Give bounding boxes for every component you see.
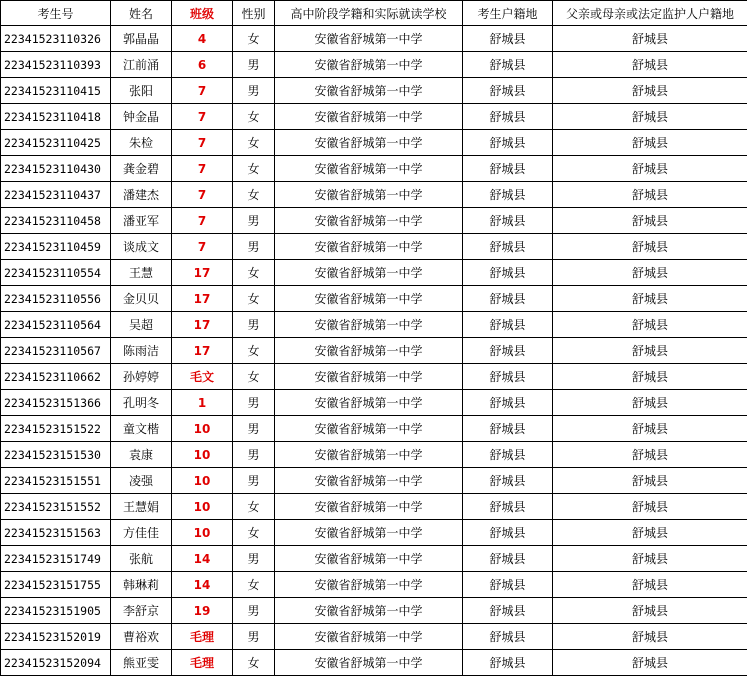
class-cell: 6 xyxy=(172,52,233,78)
guardian-household-cell: 舒城县 xyxy=(553,390,747,416)
gender-cell: 女 xyxy=(233,494,275,520)
table-row xyxy=(1,390,747,416)
school-cell: 安徽省舒城第一中学 xyxy=(275,338,463,364)
name-cell: 韩琳莉 xyxy=(111,572,172,598)
guardian-household-cell: 舒城县 xyxy=(553,520,747,546)
table-row xyxy=(1,598,747,624)
gender-cell: 男 xyxy=(233,416,275,442)
class-cell: 10 xyxy=(172,416,233,442)
class-cell: 7 xyxy=(172,208,233,234)
gender-cell: 女 xyxy=(233,104,275,130)
school-cell: 安徽省舒城第一中学 xyxy=(275,156,463,182)
gender-cell: 男 xyxy=(233,52,275,78)
class-cell: 7 xyxy=(172,78,233,104)
table-row xyxy=(1,52,747,78)
school-cell: 安徽省舒城第一中学 xyxy=(275,130,463,156)
class-cell: 4 xyxy=(172,26,233,52)
household-cell: 舒城县 xyxy=(463,416,553,442)
name-cell: 陈雨洁 xyxy=(111,338,172,364)
exam-id-cell: 22341523151522 xyxy=(1,416,111,442)
guardian-household-cell: 舒城县 xyxy=(553,286,747,312)
name-cell: 王慧娟 xyxy=(111,494,172,520)
class-cell: 1 xyxy=(172,390,233,416)
exam-id-cell: 22341523151755 xyxy=(1,572,111,598)
name-cell: 郭晶晶 xyxy=(111,26,172,52)
gender-cell: 女 xyxy=(233,338,275,364)
table-row xyxy=(1,624,747,650)
household-cell: 舒城县 xyxy=(463,208,553,234)
class-cell: 14 xyxy=(172,572,233,598)
name-cell: 钟金晶 xyxy=(111,104,172,130)
name-cell: 方佳佳 xyxy=(111,520,172,546)
gender-cell: 女 xyxy=(233,520,275,546)
class-cell: 10 xyxy=(172,520,233,546)
table-row xyxy=(1,312,747,338)
name-cell: 潘亚军 xyxy=(111,208,172,234)
gender-cell: 女 xyxy=(233,182,275,208)
school-cell: 安徽省舒城第一中学 xyxy=(275,286,463,312)
table-row xyxy=(1,494,747,520)
gender-cell: 男 xyxy=(233,624,275,650)
guardian-household-cell: 舒城县 xyxy=(553,598,747,624)
exam-id-cell: 22341523110554 xyxy=(1,260,111,286)
exam-id-cell: 22341523110430 xyxy=(1,156,111,182)
household-cell: 舒城县 xyxy=(463,52,553,78)
guardian-household-cell: 舒城县 xyxy=(553,156,747,182)
guardian-household-cell: 舒城县 xyxy=(553,442,747,468)
household-cell: 舒城县 xyxy=(463,312,553,338)
household-cell: 舒城县 xyxy=(463,234,553,260)
exam-id-cell: 22341523151905 xyxy=(1,598,111,624)
guardian-household-cell: 舒城县 xyxy=(553,26,747,52)
exam-id-cell: 22341523110437 xyxy=(1,182,111,208)
table-row xyxy=(1,442,747,468)
table-row xyxy=(1,234,747,260)
table-row xyxy=(1,286,747,312)
table-row xyxy=(1,104,747,130)
gender-cell: 女 xyxy=(233,156,275,182)
exam-id-cell: 22341523110415 xyxy=(1,78,111,104)
gender-cell: 男 xyxy=(233,546,275,572)
school-cell: 安徽省舒城第一中学 xyxy=(275,52,463,78)
table-row xyxy=(1,572,747,598)
name-cell: 谈成文 xyxy=(111,234,172,260)
guardian-household-cell: 舒城县 xyxy=(553,52,747,78)
table-row xyxy=(1,650,747,676)
name-cell: 江前涌 xyxy=(111,52,172,78)
household-cell: 舒城县 xyxy=(463,546,553,572)
header-guardian-household: 父亲或母亲或法定监护人户籍地 xyxy=(553,1,747,26)
school-cell: 安徽省舒城第一中学 xyxy=(275,182,463,208)
header-row xyxy=(1,1,747,26)
school-cell: 安徽省舒城第一中学 xyxy=(275,78,463,104)
guardian-household-cell: 舒城县 xyxy=(553,312,747,338)
header-school: 高中阶段学籍和实际就读学校 xyxy=(275,1,463,26)
guardian-household-cell: 舒城县 xyxy=(553,104,747,130)
guardian-household-cell: 舒城县 xyxy=(553,494,747,520)
school-cell: 安徽省舒城第一中学 xyxy=(275,520,463,546)
exam-id-cell: 22341523152094 xyxy=(1,650,111,676)
school-cell: 安徽省舒城第一中学 xyxy=(275,624,463,650)
name-cell: 张阳 xyxy=(111,78,172,104)
name-cell: 孔明冬 xyxy=(111,390,172,416)
table-row xyxy=(1,468,747,494)
household-cell: 舒城县 xyxy=(463,338,553,364)
table-row xyxy=(1,156,747,182)
household-cell: 舒城县 xyxy=(463,260,553,286)
name-cell: 曹裕欢 xyxy=(111,624,172,650)
school-cell: 安徽省舒城第一中学 xyxy=(275,234,463,260)
table-row xyxy=(1,130,747,156)
gender-cell: 男 xyxy=(233,468,275,494)
table-body xyxy=(1,26,747,676)
household-cell: 舒城县 xyxy=(463,624,553,650)
guardian-household-cell: 舒城县 xyxy=(553,78,747,104)
guardian-household-cell: 舒城县 xyxy=(553,130,747,156)
school-cell: 安徽省舒城第一中学 xyxy=(275,208,463,234)
table-row xyxy=(1,208,747,234)
table-row xyxy=(1,338,747,364)
guardian-household-cell: 舒城县 xyxy=(553,468,747,494)
school-cell: 安徽省舒城第一中学 xyxy=(275,104,463,130)
table-row xyxy=(1,520,747,546)
school-cell: 安徽省舒城第一中学 xyxy=(275,650,463,676)
household-cell: 舒城县 xyxy=(463,442,553,468)
table-row xyxy=(1,26,747,52)
name-cell: 潘建杰 xyxy=(111,182,172,208)
gender-cell: 女 xyxy=(233,286,275,312)
class-cell: 19 xyxy=(172,598,233,624)
gender-cell: 男 xyxy=(233,208,275,234)
school-cell: 安徽省舒城第一中学 xyxy=(275,468,463,494)
guardian-household-cell: 舒城县 xyxy=(553,572,747,598)
header-gender: 性别 xyxy=(233,1,275,26)
header-name: 姓名 xyxy=(111,1,172,26)
household-cell: 舒城县 xyxy=(463,390,553,416)
name-cell: 吴超 xyxy=(111,312,172,338)
exam-id-cell: 22341523152019 xyxy=(1,624,111,650)
name-cell: 王慧 xyxy=(111,260,172,286)
household-cell: 舒城县 xyxy=(463,468,553,494)
school-cell: 安徽省舒城第一中学 xyxy=(275,416,463,442)
household-cell: 舒城县 xyxy=(463,572,553,598)
household-cell: 舒城县 xyxy=(463,598,553,624)
guardian-household-cell: 舒城县 xyxy=(553,338,747,364)
guardian-household-cell: 舒城县 xyxy=(553,182,747,208)
gender-cell: 女 xyxy=(233,364,275,390)
name-cell: 金贝贝 xyxy=(111,286,172,312)
class-cell: 7 xyxy=(172,182,233,208)
class-cell: 7 xyxy=(172,234,233,260)
exam-id-cell: 22341523151366 xyxy=(1,390,111,416)
gender-cell: 女 xyxy=(233,26,275,52)
household-cell: 舒城县 xyxy=(463,286,553,312)
gender-cell: 男 xyxy=(233,234,275,260)
household-cell: 舒城县 xyxy=(463,156,553,182)
name-cell: 童文楷 xyxy=(111,416,172,442)
header-household: 考生户籍地 xyxy=(463,1,553,26)
gender-cell: 男 xyxy=(233,78,275,104)
gender-cell: 男 xyxy=(233,442,275,468)
name-cell: 凌强 xyxy=(111,468,172,494)
guardian-household-cell: 舒城县 xyxy=(553,546,747,572)
class-cell: 7 xyxy=(172,156,233,182)
name-cell: 李舒京 xyxy=(111,598,172,624)
guardian-household-cell: 舒城县 xyxy=(553,260,747,286)
guardian-household-cell: 舒城县 xyxy=(553,364,747,390)
name-cell: 孙婷婷 xyxy=(111,364,172,390)
school-cell: 安徽省舒城第一中学 xyxy=(275,364,463,390)
school-cell: 安徽省舒城第一中学 xyxy=(275,572,463,598)
exam-id-cell: 22341523110564 xyxy=(1,312,111,338)
class-cell: 10 xyxy=(172,494,233,520)
exam-id-cell: 22341523110567 xyxy=(1,338,111,364)
table-row xyxy=(1,416,747,442)
name-cell: 龚金碧 xyxy=(111,156,172,182)
name-cell: 张航 xyxy=(111,546,172,572)
table-row xyxy=(1,78,747,104)
school-cell: 安徽省舒城第一中学 xyxy=(275,26,463,52)
household-cell: 舒城县 xyxy=(463,104,553,130)
household-cell: 舒城县 xyxy=(463,78,553,104)
guardian-household-cell: 舒城县 xyxy=(553,650,747,676)
gender-cell: 女 xyxy=(233,260,275,286)
household-cell: 舒城县 xyxy=(463,26,553,52)
household-cell: 舒城县 xyxy=(463,494,553,520)
gender-cell: 女 xyxy=(233,572,275,598)
gender-cell: 男 xyxy=(233,390,275,416)
school-cell: 安徽省舒城第一中学 xyxy=(275,598,463,624)
table-row xyxy=(1,364,747,390)
class-cell: 17 xyxy=(172,338,233,364)
name-cell: 袁康 xyxy=(111,442,172,468)
exam-id-cell: 22341523110458 xyxy=(1,208,111,234)
gender-cell: 女 xyxy=(233,130,275,156)
school-cell: 安徽省舒城第一中学 xyxy=(275,442,463,468)
school-cell: 安徽省舒城第一中学 xyxy=(275,546,463,572)
exam-id-cell: 22341523151563 xyxy=(1,520,111,546)
name-cell: 朱检 xyxy=(111,130,172,156)
class-cell: 毛理 xyxy=(172,650,233,676)
class-cell: 毛文 xyxy=(172,364,233,390)
exam-id-cell: 22341523151530 xyxy=(1,442,111,468)
household-cell: 舒城县 xyxy=(463,650,553,676)
class-cell: 17 xyxy=(172,260,233,286)
school-cell: 安徽省舒城第一中学 xyxy=(275,260,463,286)
class-cell: 7 xyxy=(172,104,233,130)
guardian-household-cell: 舒城县 xyxy=(553,234,747,260)
name-cell: 熊亚雯 xyxy=(111,650,172,676)
gender-cell: 女 xyxy=(233,650,275,676)
school-cell: 安徽省舒城第一中学 xyxy=(275,312,463,338)
household-cell: 舒城县 xyxy=(463,182,553,208)
school-cell: 安徽省舒城第一中学 xyxy=(275,390,463,416)
header-class: 班级 xyxy=(172,1,233,26)
exam-id-cell: 22341523110425 xyxy=(1,130,111,156)
table-row xyxy=(1,260,747,286)
exam-id-cell: 22341523151551 xyxy=(1,468,111,494)
school-cell: 安徽省舒城第一中学 xyxy=(275,494,463,520)
header-exam-id: 考生号 xyxy=(1,1,111,26)
exam-id-cell: 22341523151749 xyxy=(1,546,111,572)
guardian-household-cell: 舒城县 xyxy=(553,624,747,650)
class-cell: 10 xyxy=(172,468,233,494)
class-cell: 17 xyxy=(172,286,233,312)
gender-cell: 男 xyxy=(233,598,275,624)
household-cell: 舒城县 xyxy=(463,520,553,546)
exam-id-cell: 22341523110418 xyxy=(1,104,111,130)
household-cell: 舒城县 xyxy=(463,130,553,156)
class-cell: 17 xyxy=(172,312,233,338)
class-cell: 7 xyxy=(172,130,233,156)
exam-id-cell: 22341523110662 xyxy=(1,364,111,390)
gender-cell: 男 xyxy=(233,312,275,338)
guardian-household-cell: 舒城县 xyxy=(553,416,747,442)
class-cell: 10 xyxy=(172,442,233,468)
class-cell: 毛理 xyxy=(172,624,233,650)
household-cell: 舒城县 xyxy=(463,364,553,390)
exam-id-cell: 22341523110459 xyxy=(1,234,111,260)
table-row xyxy=(1,182,747,208)
exam-id-cell: 22341523110393 xyxy=(1,52,111,78)
table-row xyxy=(1,546,747,572)
exam-id-cell: 22341523110556 xyxy=(1,286,111,312)
exam-id-cell: 22341523110326 xyxy=(1,26,111,52)
exam-id-cell: 22341523151552 xyxy=(1,494,111,520)
guardian-household-cell: 舒城县 xyxy=(553,208,747,234)
class-cell: 14 xyxy=(172,546,233,572)
